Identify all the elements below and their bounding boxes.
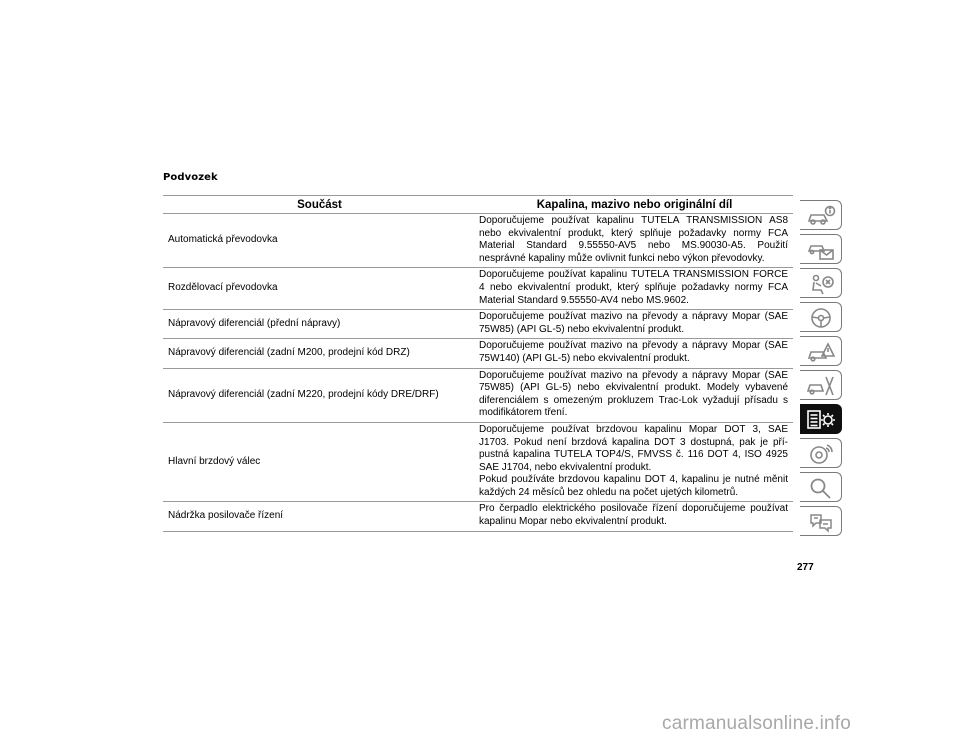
fluid-text: Doporučujeme používat brzdovou kapalinu Mopar DOT 3, SAE J1703. Pokud není brzdová kapalina DOT 3 dostupná, pak je pří-pustná kapalina TUTELA TOP4/S, FMVSS č. 116 DOT 4, ISO 4925 SAE J1704, nebo ekvivalentní produkt. [479, 423, 788, 473]
table-row [163, 268, 793, 310]
part-cell: Automatická převodovka [163, 214, 476, 268]
part-cell: Nápravový diferenciál (zadní M200, prodejní kód DRZ) [163, 339, 476, 368]
fluids-table [163, 195, 793, 532]
fluid-cell: Doporučujeme používat mazivo na převody a nápravy Mopar (SAE 75W85) (API GL-5) nebo ekvivalentní produkt. Modely vybavené diferenciálem s omezeným prokluzem Trac-Lok vyžadují přísadu s modifikátorem tření. [476, 368, 793, 422]
section-title: Podvozek [163, 172, 218, 183]
page-number: 277 [797, 562, 814, 573]
steering-wheel-icon [806, 306, 836, 330]
table-row [163, 502, 793, 531]
watermark: carmanualsonline.info [662, 713, 852, 734]
tab-steering[interactable] [800, 302, 842, 332]
language-icon [806, 510, 836, 534]
part-cell: Rozdělovací převodovka [163, 268, 476, 310]
car-warning-icon [806, 340, 836, 364]
fluid-cell: Pro čerpadlo elektrického posilovače řízení doporučujeme používat kapalinu Mopar nebo ekvivalentní produkt. [476, 502, 793, 531]
car-info-icon [806, 204, 836, 228]
header-fluid: Kapalina, mazivo nebo originální díl [476, 196, 793, 214]
part-cell: Nápravový diferenciál (zadní M220, prodejní kódy DRE/DRF) [163, 368, 476, 422]
part-cell: Hlavní brzdový válec [163, 422, 476, 502]
car-envelope-icon [806, 238, 836, 262]
car-tools-icon [806, 374, 836, 398]
fluid-cell: Doporučujeme používat kapalinu TUTELA TRANSMISSION AS8 nebo ekvivalentní produkt, který splňuje požadavky normy FCA Material Standard 9.55550-AV5 nebo MS.90030-A5. Použití nesprávné kapaliny může ovlivnit funkci nebo výkon převodovky. [476, 214, 793, 268]
tab-car-tools[interactable] [800, 370, 842, 400]
tab-multimedia[interactable] [800, 438, 842, 468]
table-row [163, 310, 793, 339]
tab-search[interactable] [800, 472, 842, 502]
multimedia-icon [806, 442, 836, 466]
tab-car-envelope[interactable] [800, 234, 842, 264]
search-icon [806, 476, 836, 500]
table-row [163, 368, 793, 422]
part-cell: Nádržka posilovače řízení [163, 502, 476, 531]
table-row [163, 339, 793, 368]
tab-language[interactable] [800, 506, 842, 536]
specs-gear-icon [806, 408, 836, 432]
chapter-tabs [800, 200, 842, 545]
fluid-cell [476, 422, 793, 502]
tab-specifications[interactable] [800, 404, 842, 434]
fluid-cell: Doporučujeme používat mazivo na převody a nápravy Mopar (SAE 75W140) (API GL-5) nebo ekvivalentní produkt. [476, 339, 793, 368]
table-header-row [163, 196, 793, 214]
tab-car-info[interactable] [800, 200, 842, 230]
fluid-note: Pokud používáte brzdovou kapalinu DOT 4, kapalinu je nutné měnit každých 24 měsíců bez ohledu na počet ujetých kilometrů. [479, 474, 788, 498]
fluid-cell: Doporučujeme používat mazivo na převody a nápravy Mopar (SAE 75W85) (API GL-5) nebo ekvivalentní produkt. [476, 310, 793, 339]
tab-airbag[interactable] [800, 268, 842, 298]
part-cell: Nápravový diferenciál (přední nápravy) [163, 310, 476, 339]
header-part: Součást [163, 196, 476, 214]
table-row [163, 422, 793, 502]
tab-car-warning[interactable] [800, 336, 842, 366]
airbag-seat-icon [806, 272, 836, 296]
table-row [163, 214, 793, 268]
fluid-cell: Doporučujeme používat kapalinu TUTELA TRANSMISSION FORCE 4 nebo ekvivalentní produkt, který splňuje požadavky normy FCA Material Standard 9.55550-AV4 nebo MS.9602. [476, 268, 793, 310]
